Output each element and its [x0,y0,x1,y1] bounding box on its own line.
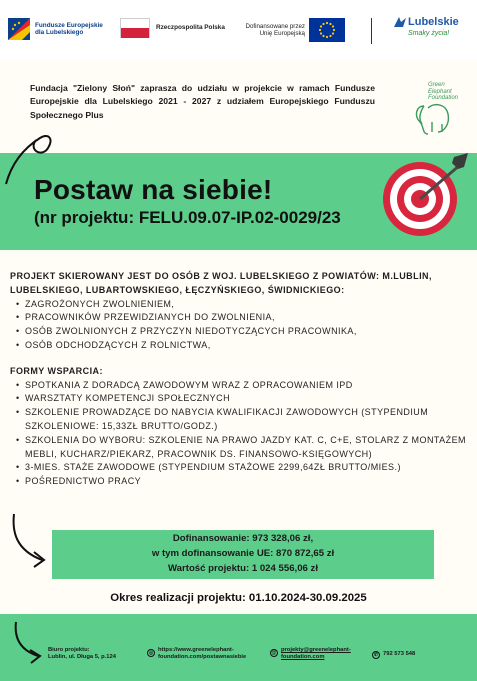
lubelskie-logo-text: Lubelskie [408,16,459,28]
list-item: • WARSZTATY KOMPETENCJI SPOŁECZNYCH [16,392,470,406]
polish-flag-icon [120,18,150,38]
office-label: Biuro projektu: [48,647,90,653]
arrow-decoration-icon [6,512,54,572]
target-group-heading: PROJEKT SKIEROWANY JEST DO OSÓB Z WOJ. LUBELSKIEGO Z POWIATÓW: M.LUBLIN, LUBELSKIEGO, LUBARTOWSKIEGO, ŁĘCZYŃSKIEGO, ŚWIDNICKIEGO: [10,271,432,295]
lubelskie-mark-icon [392,14,408,30]
fe-logo-text: Fundusze Europejskie dla Lubelskiego [35,21,103,36]
support-heading: FORMY WSPARCIA: [10,365,103,376]
list-item: • SZKOLENIE PROWADZĄCE DO NABYCIA KWALIFIKACJI ZAWODOWYCH (STYPENDIUM SZKOLENIOWE: 15,33ZŁ BRUTTO/GODZ.) [16,406,470,434]
list-item: • 3-MIES. STAŻE ZAWODOWE (STYPENDIUM STAŻOWE 2299,64ZŁ BRUTTO/MIES.) [16,461,470,475]
project-number: (nr projektu: FELU.09.07-IP.02-0029/23 [34,208,341,227]
green-elephant-text: Green Elephant Foundation [428,82,459,102]
logo-strip [0,0,477,60]
phone-icon: ✆ [373,652,379,658]
funding-amount: Dofinansowanie: 973 328,06 zł, [172,533,314,544]
target-group-list [16,298,470,353]
fe-logo [8,18,105,40]
website-link[interactable]: ◎ https://www.greenelephant- foundation.com/postawnasiebie [148,647,247,661]
project-details [10,270,470,489]
rp-logo [120,18,226,38]
lubelskie-tagline: Smaky życia! [408,30,450,37]
eu-funding-amount: w tym dofinansowanie UE: 870 872,65 zł [151,548,335,559]
list-item: • ZAGROŻONYCH ZWOLNIENIEM, [16,298,470,312]
funding-box [52,530,434,579]
project-value: Wartość projektu: 1 024 556,06 zł [167,563,318,574]
list-item: • PRACOWNIKÓW PRZEWIDZIANYCH DO ZWOLNIENIA, [16,311,470,325]
support-list [16,379,470,489]
page-title: Postaw na siebie! [34,174,273,205]
logo-divider [371,18,372,44]
list-item: • OSÓB ZWOLNIONYCH Z PRZYCZYN NIEDOTYCZĄCYCH PRACOWNIKA, [16,325,470,339]
fe-flag-icon [8,18,30,40]
arrow-decoration-icon [10,620,50,670]
contact-bar [0,614,477,681]
office-address: Lublin, ul. Długa 5, p.124 [48,654,116,661]
globe-icon: ◎ [148,650,154,656]
rp-logo-text: Rzeczpospolita Polska [156,24,225,32]
eu-logo [245,18,345,42]
at-icon: @ [271,650,277,656]
list-item: • SPOTKANIA Z DORADCĄ ZAWODOWYM WRAZ Z OPRACOWANIEM IPD [16,379,470,393]
email-link[interactable]: @ projekty@greenelephant- foundation.com [271,647,351,661]
phone-number[interactable]: ✆ 792 573 548 [373,651,416,658]
project-office [48,647,116,661]
project-period: Okres realizacji projektu: 01.10.2024-30.09.2025 [110,592,367,604]
list-item: • POŚREDNICTWO PRACY [16,475,470,489]
eu-flag-icon [309,18,345,42]
list-item: • OSÓB ODCHODZĄCYCH Z ROLNICTWA, [16,339,470,353]
intro-text: Fundacja "Zielony Słoń" zaprasza do udziału w projekcie w ramach Fundusze Europejskie dla Lubelskiego 2021 - 2027 z udziałem Europejskiego Funduszu Społecznego Plus [30,83,375,120]
target-icon [380,147,475,247]
lubelskie-logo [392,14,459,37]
eu-logo-text: Dofinansowane przez Unię Europejską [245,22,305,37]
list-item: • SZKOLENIA DO WYBORU: SZKOLENIE NA PRAWO JAZDY KAT. C, C+E, STOLARZ Z MONTAŻEM MEBLI, KUCHARZ/PIEKARZ, PRACOWNIK DS. FINANSOWO-KSIĘGOWYCH) [16,434,470,462]
